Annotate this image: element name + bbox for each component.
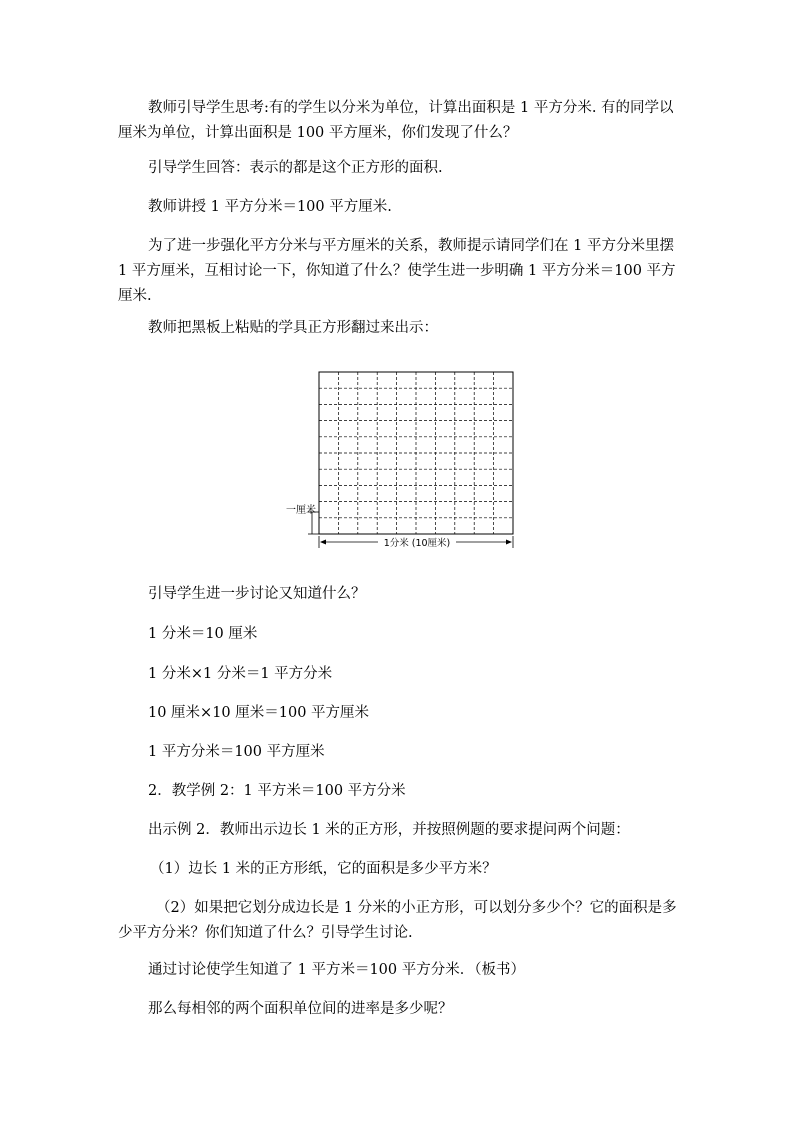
grid-square-figure (276, 366, 526, 556)
heading-example-2: 2．教学例 2：1 平方米＝100 平方分米 (148, 783, 406, 799)
question-2: （2）如果把它划分成边长是 1 分米的小正方形，可以划分多少个？它的面积是多少平方分米？你们知道了什么？引导学生讨论. (118, 900, 677, 941)
paragraph-closing-question: 那么每相邻的两个面积单位间的进率是多少呢？ (148, 1001, 453, 1017)
paragraph-show-square: 教师把黑板上粘贴的学具正方形翻过来出示： (148, 320, 438, 336)
grid-lines (319, 372, 513, 534)
paragraph-teacher-guides-thinking: 教师引导学生思考:有的学生以分米为单位，计算出面积是 1 平方分米. 有的同学以厘米为单位，计算出面积是 100 平方厘米，你们发现了什么？ (118, 100, 674, 141)
one-decimeter-label: 1分米 (10厘米) (383, 538, 451, 549)
equation-dm2-cm2: 1 平方分米＝100 平方厘米 (148, 744, 325, 760)
paragraph-reinforce-relation: 为了进一步强化平方分米与平方厘米的关系，教师提示请同学们在 1 平方分米里摆 1 平方厘米，互相讨论一下，你知道了什么？使学生进一步明确 1 平方分米＝100 平方厘米. (118, 238, 676, 304)
paragraph-student-answer: 引导学生回答：表示的都是这个正方形的面积. (148, 160, 443, 176)
equation-decimeter-centimeter: 1 分米＝10 厘米 (148, 626, 258, 642)
paragraph-further-discussion: 引导学生进一步讨论又知道什么？ (148, 586, 366, 602)
question-1: （1）边长 1 米的正方形纸，它的面积是多少平方米？ (150, 861, 497, 877)
grid-square-diagram (276, 366, 526, 556)
dim-arrow-left (320, 540, 326, 545)
paragraph-teacher-explains: 教师讲授 1 平方分米＝100 平方厘米. (148, 199, 392, 215)
dim-arrow-right (506, 540, 512, 545)
equation-square-decimeter: 1 分米×1 分米＝1 平方分米 (148, 666, 333, 682)
equation-square-centimeter: 10 厘米×10 厘米＝100 平方厘米 (148, 705, 370, 721)
paragraph-example-2-intro: 出示例 2．教师出示边长 1 米的正方形，并按照例题的要求提问两个问题： (148, 822, 630, 838)
one-centimeter-label: 一厘米 (286, 505, 316, 516)
paragraph-conclusion: 通过讨论使学生知道了 1 平方米＝100 平方分米．（板书） (148, 962, 525, 978)
